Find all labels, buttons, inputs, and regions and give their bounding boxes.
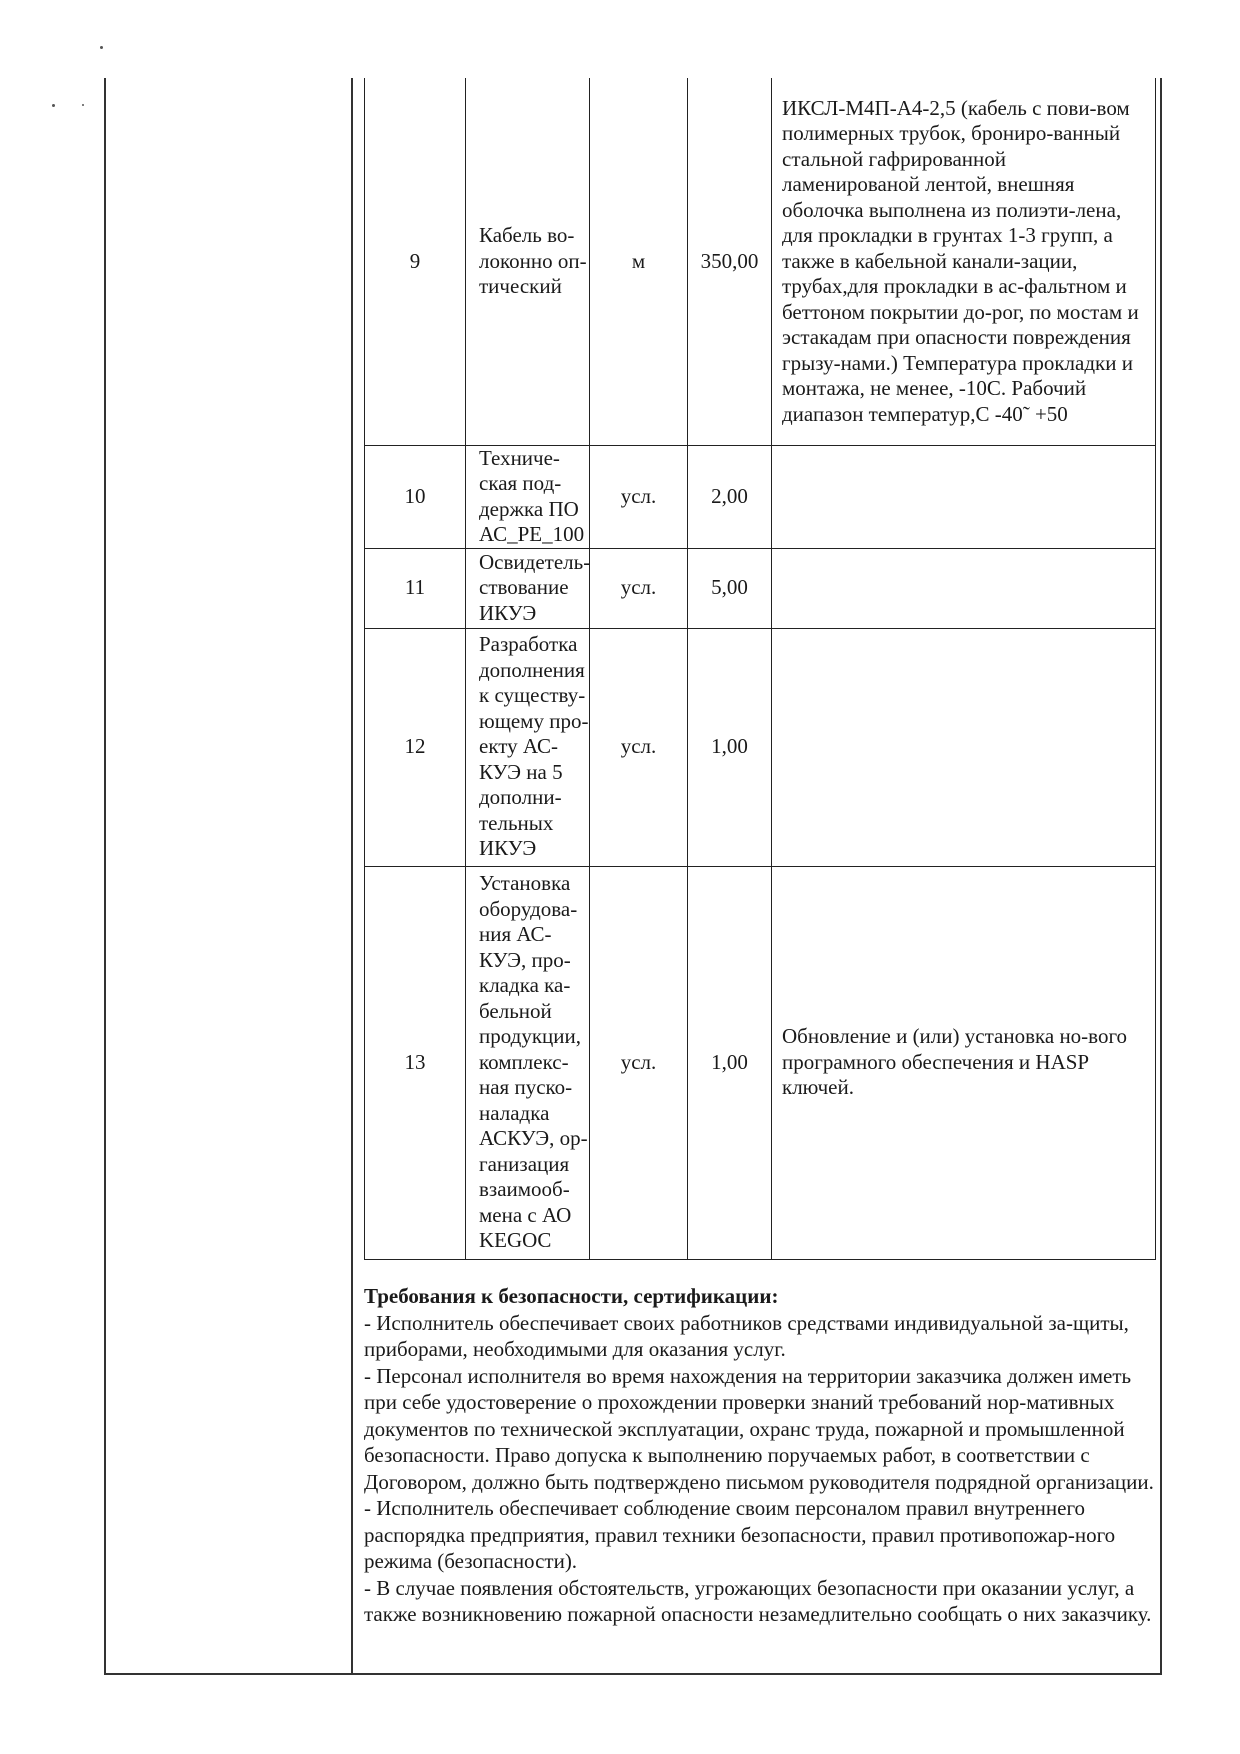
item-unit: усл. — [590, 548, 688, 628]
table-row — [365, 628, 1156, 866]
item-unit: усл. — [590, 445, 688, 548]
item-name: Кабель во-локонно оп-тический — [466, 78, 590, 445]
item-unit: м — [590, 78, 688, 445]
scan-speck — [100, 46, 103, 49]
table-row — [365, 866, 1156, 1259]
item-unit: усл. — [590, 866, 688, 1259]
item-description: ИКСЛ-М4П-А4-2,5 (кабель с пови-вом полимерных трубок, брониро-ванный стальной гафрированной ламенированой лентой, внешняя оболочка выполнена из полиэти-лена, для прокладки в грунтах 1-3 групп, а также в кабельной канали-зации, трубах,для прокладки в ас-фальтном и беттоном покрытии до-рог, по мостам и эстакадам при опасности повреждения грызу-нами.) Температура прокладки и монтажа, не менее, -10С. Рабочий диапазон температур,С -40˜ +50 — [772, 78, 1156, 445]
item-quantity: 5,00 — [688, 548, 772, 628]
requirements-title: Требования к безопасности, сертификации: — [364, 1284, 779, 1308]
table-row — [365, 78, 1156, 445]
scan-speck — [52, 104, 55, 107]
item-name: Установка оборудова-ния АС-КУЭ, про-кладка ка-бельной продукции, комплекс-ная пуско-наладка АСКУЭ, ор-ганизация взаимооб-мена с АО KEGOC — [466, 866, 590, 1259]
item-description — [772, 445, 1156, 548]
item-name: Освидетель-ствование ИКУЭ — [466, 548, 590, 628]
item-description — [772, 628, 1156, 866]
frame-left-line — [104, 78, 106, 1675]
requirement-item: - Исполнитель обеспечивает соблюдение своим персоналом правил внутреннего распорядка предприятия, правил техники безопасности, правил противопожар-ного режима (безопасности). — [364, 1496, 1116, 1573]
table-row — [365, 445, 1156, 548]
item-name: Разработка дополнения к существу-ющему про-екту АС-КУЭ на 5 дополни-тельных ИКУЭ — [466, 628, 590, 866]
item-unit: усл. — [590, 628, 688, 866]
row-number: 13 — [365, 866, 466, 1259]
spec-table — [364, 78, 1156, 1260]
item-quantity: 350,00 — [688, 78, 772, 445]
frame-bottom-line — [104, 1673, 1161, 1675]
requirement-item: - В случае появления обстоятельств, угрожающих безопасности при оказании услуг, а также возникновению пожарной опасности незамедлительно сообщать о них заказчику. — [364, 1575, 1152, 1626]
item-description: Обновление и (или) установка но-вого програмного обеспечения и HASP ключей. — [772, 866, 1156, 1259]
item-quantity: 2,00 — [688, 445, 772, 548]
row-number: 12 — [365, 628, 466, 866]
item-quantity: 1,00 — [688, 866, 772, 1259]
item-quantity: 1,00 — [688, 628, 772, 866]
table-row — [365, 548, 1156, 628]
frame-mid-line — [351, 78, 353, 1675]
safety-requirements — [364, 1283, 1164, 1628]
item-description — [772, 548, 1156, 628]
requirement-item: - Персонал исполнителя во время нахождения на территории заказчика должен иметь при себе удостоверение о прохождении проверки знаний требований нор-мативных документов по технической эксплуатации, охранс труда, пожарной и промышленной безопасности. Право допуска к выполнению поручаемых работ, в соответствии с Договором, должно быть подтверждено письмом руководителя подрядной организации. — [364, 1363, 1154, 1494]
row-number: 10 — [365, 445, 466, 548]
row-number: 9 — [365, 78, 466, 445]
scan-speck — [82, 104, 84, 106]
requirement-item: - Исполнитель обеспечивает своих работников средствами индивидуальной за-щиты, приборами, необходимыми для оказания услуг. — [364, 1310, 1129, 1361]
row-number: 11 — [365, 548, 466, 628]
item-name: Техниче-ская под-держка ПО АС_PE_100 — [466, 445, 590, 548]
